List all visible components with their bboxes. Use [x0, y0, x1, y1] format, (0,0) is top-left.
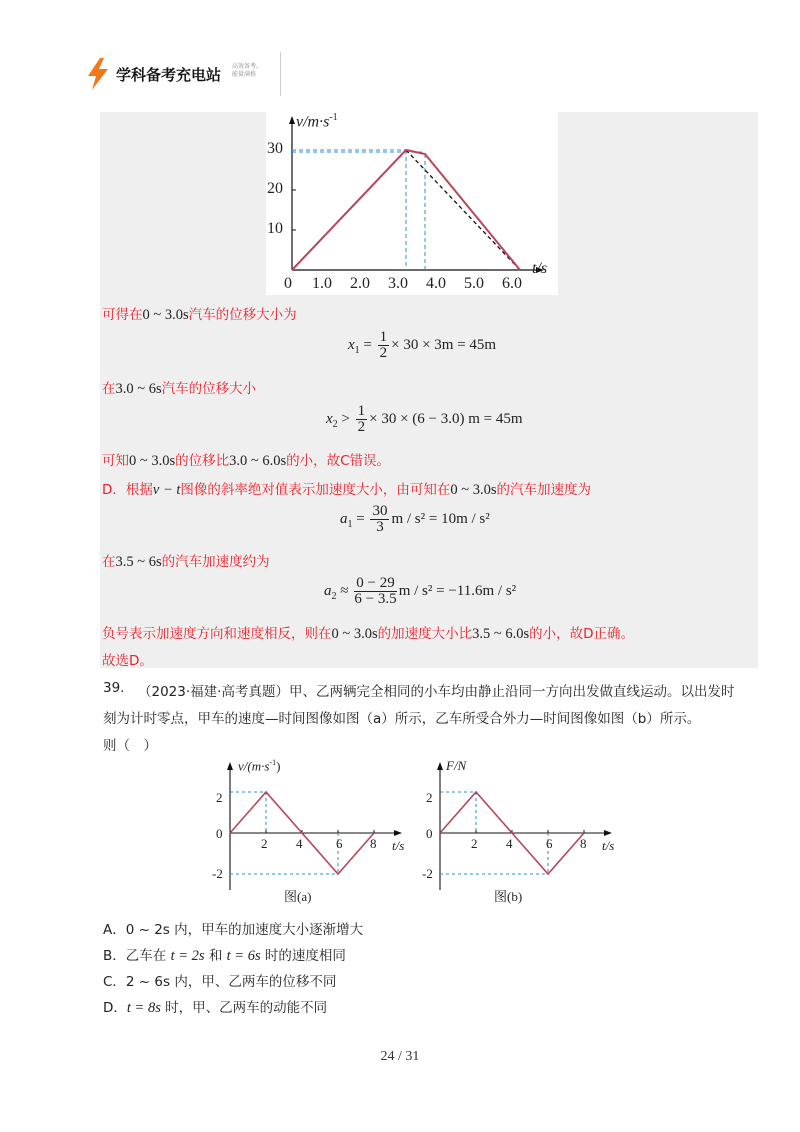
answer-line-6: 负号表示加速度方向和速度相反，则在0 ~ 3.0s的加速度大小比3.5 ~ 6.0s的小，故D正确。 [102, 626, 635, 642]
option-c[interactable]: C．2 ~ 6s 内，甲、乙两车的位移不同 [103, 974, 337, 990]
graph-a [212, 758, 412, 908]
x-tick-label: 6 [336, 836, 343, 851]
velocity-graph [266, 112, 558, 295]
x-tick-label: 2 [261, 836, 268, 851]
question-number: 39. [103, 680, 125, 696]
velocity-graph-svg [266, 112, 558, 295]
x-tick-label: 4.0 [426, 275, 446, 292]
x-tick-label: 6.0 [502, 275, 522, 292]
question-line-3: 则（ ） [103, 738, 157, 754]
x-tick-label: 8 [370, 836, 377, 851]
x-tick-label: 8 [580, 836, 587, 851]
y-axis-arrow [437, 762, 443, 770]
y-axis-arrow [289, 116, 295, 124]
answer-line-4: D．根据v − t图像的斜率绝对值表示加速度大小，由可知在0 ~ 3.0s的汽车加速度为 [102, 482, 592, 498]
logo-text: 学科备考充电站 [116, 66, 222, 84]
x-axis-arrow [394, 830, 402, 836]
answer-line-1: 可得在0 ~ 3.0s汽车的位移大小为 [102, 307, 297, 323]
y-tick-label: 2 [426, 790, 433, 805]
caption-b: 图(b) [494, 889, 523, 904]
x-tick-label: 0 [284, 275, 292, 292]
equation-a1: $a_1$ = $\frac{30}{3}$ m / s² = 10m / s² [340, 503, 490, 535]
option-b[interactable]: B．乙车在 t = 2s 和 t = 6s 时的速度相同 [103, 948, 346, 964]
equation-x2: $x_2$ > $\frac{1}{2}$ × 30 × (6 − 3.0) m = 45m [326, 403, 523, 435]
y-tick-label: 30 [267, 140, 283, 157]
x-tick-label: 2 [471, 836, 478, 851]
y-tick-label: -2 [212, 866, 223, 881]
y-tick-label: -2 [422, 866, 433, 881]
y-axis-label: F/N [446, 758, 467, 773]
y-tick-label: 10 [267, 220, 283, 237]
y-axis-label: $v/(m\cdot s^{-1})$ [238, 758, 281, 774]
y-tick-label: 0 [216, 826, 223, 841]
y-axis-arrow [227, 762, 233, 770]
y-tick-label: 0 [426, 826, 433, 841]
x-axis-label: t/s [392, 838, 405, 853]
x-axis-label: t/s [532, 260, 548, 277]
lightning-icon [86, 58, 110, 90]
y-axis-label: $v/m\cdot s^{-1}$ [296, 112, 338, 131]
x-tick-label: 4 [506, 836, 513, 851]
answer-line-5: 在3.5 ~ 6s的汽车加速度约为 [102, 554, 270, 570]
x-tick-label: 4 [296, 836, 303, 851]
y-tick-label: 20 [267, 180, 283, 197]
equation-x1: $x_1$ = $\frac{1}{2}$ × 30 × 3m = 45m [348, 329, 497, 361]
x-tick-label: 3.0 [388, 275, 408, 292]
answer-block [100, 112, 758, 668]
x-axis-arrow [604, 830, 612, 836]
question-line-2: 刻为计时零点，甲车的速度—时间图像如图（a）所示，乙车所受合外力—时间图像如图（b）所示。 [103, 711, 701, 727]
logo-tagline: 高效备考, 能量满格 [232, 63, 258, 78]
y-tick-label: 2 [216, 790, 223, 805]
graph-a-svg [212, 758, 412, 908]
answer-line-2: 在3.0 ~ 6s汽车的位移大小 [102, 381, 257, 397]
x-tick-label: 6 [546, 836, 553, 851]
x-tick-label: 5.0 [464, 275, 484, 292]
option-d[interactable]: D．t = 8s 时，甲、乙两车的动能不同 [103, 1000, 328, 1016]
caption-a: 图(a) [284, 889, 312, 904]
answer-line-7: 故选D。 [102, 653, 153, 669]
header-logo [80, 52, 281, 96]
x-tick-label: 2.0 [350, 275, 370, 292]
x-tick-label: 1.0 [312, 275, 332, 292]
x-axis-label: t/s [602, 838, 615, 853]
question-line-1: （2023·福建·高考真题）甲、乙两辆完全相同的小车均由静止沿同一方向出发做直线运动。以出发时 [138, 684, 735, 700]
reference-dashed-line [406, 150, 520, 270]
option-a[interactable]: A．0 ~ 2s 内，甲车的加速度大小逐渐增大 [103, 922, 364, 938]
page-number: 24 / 31 [380, 1049, 420, 1064]
equation-a2: $a_2$ ≈ $\frac{0 - 29}{6 - 3.5}$ m / s² = −11.6m / s² [324, 575, 517, 607]
graph-b [422, 758, 622, 908]
answer-line-3: 可知0 ~ 3.0s的位移比3.0 ~ 6.0s的小，故C错误。 [102, 453, 391, 469]
